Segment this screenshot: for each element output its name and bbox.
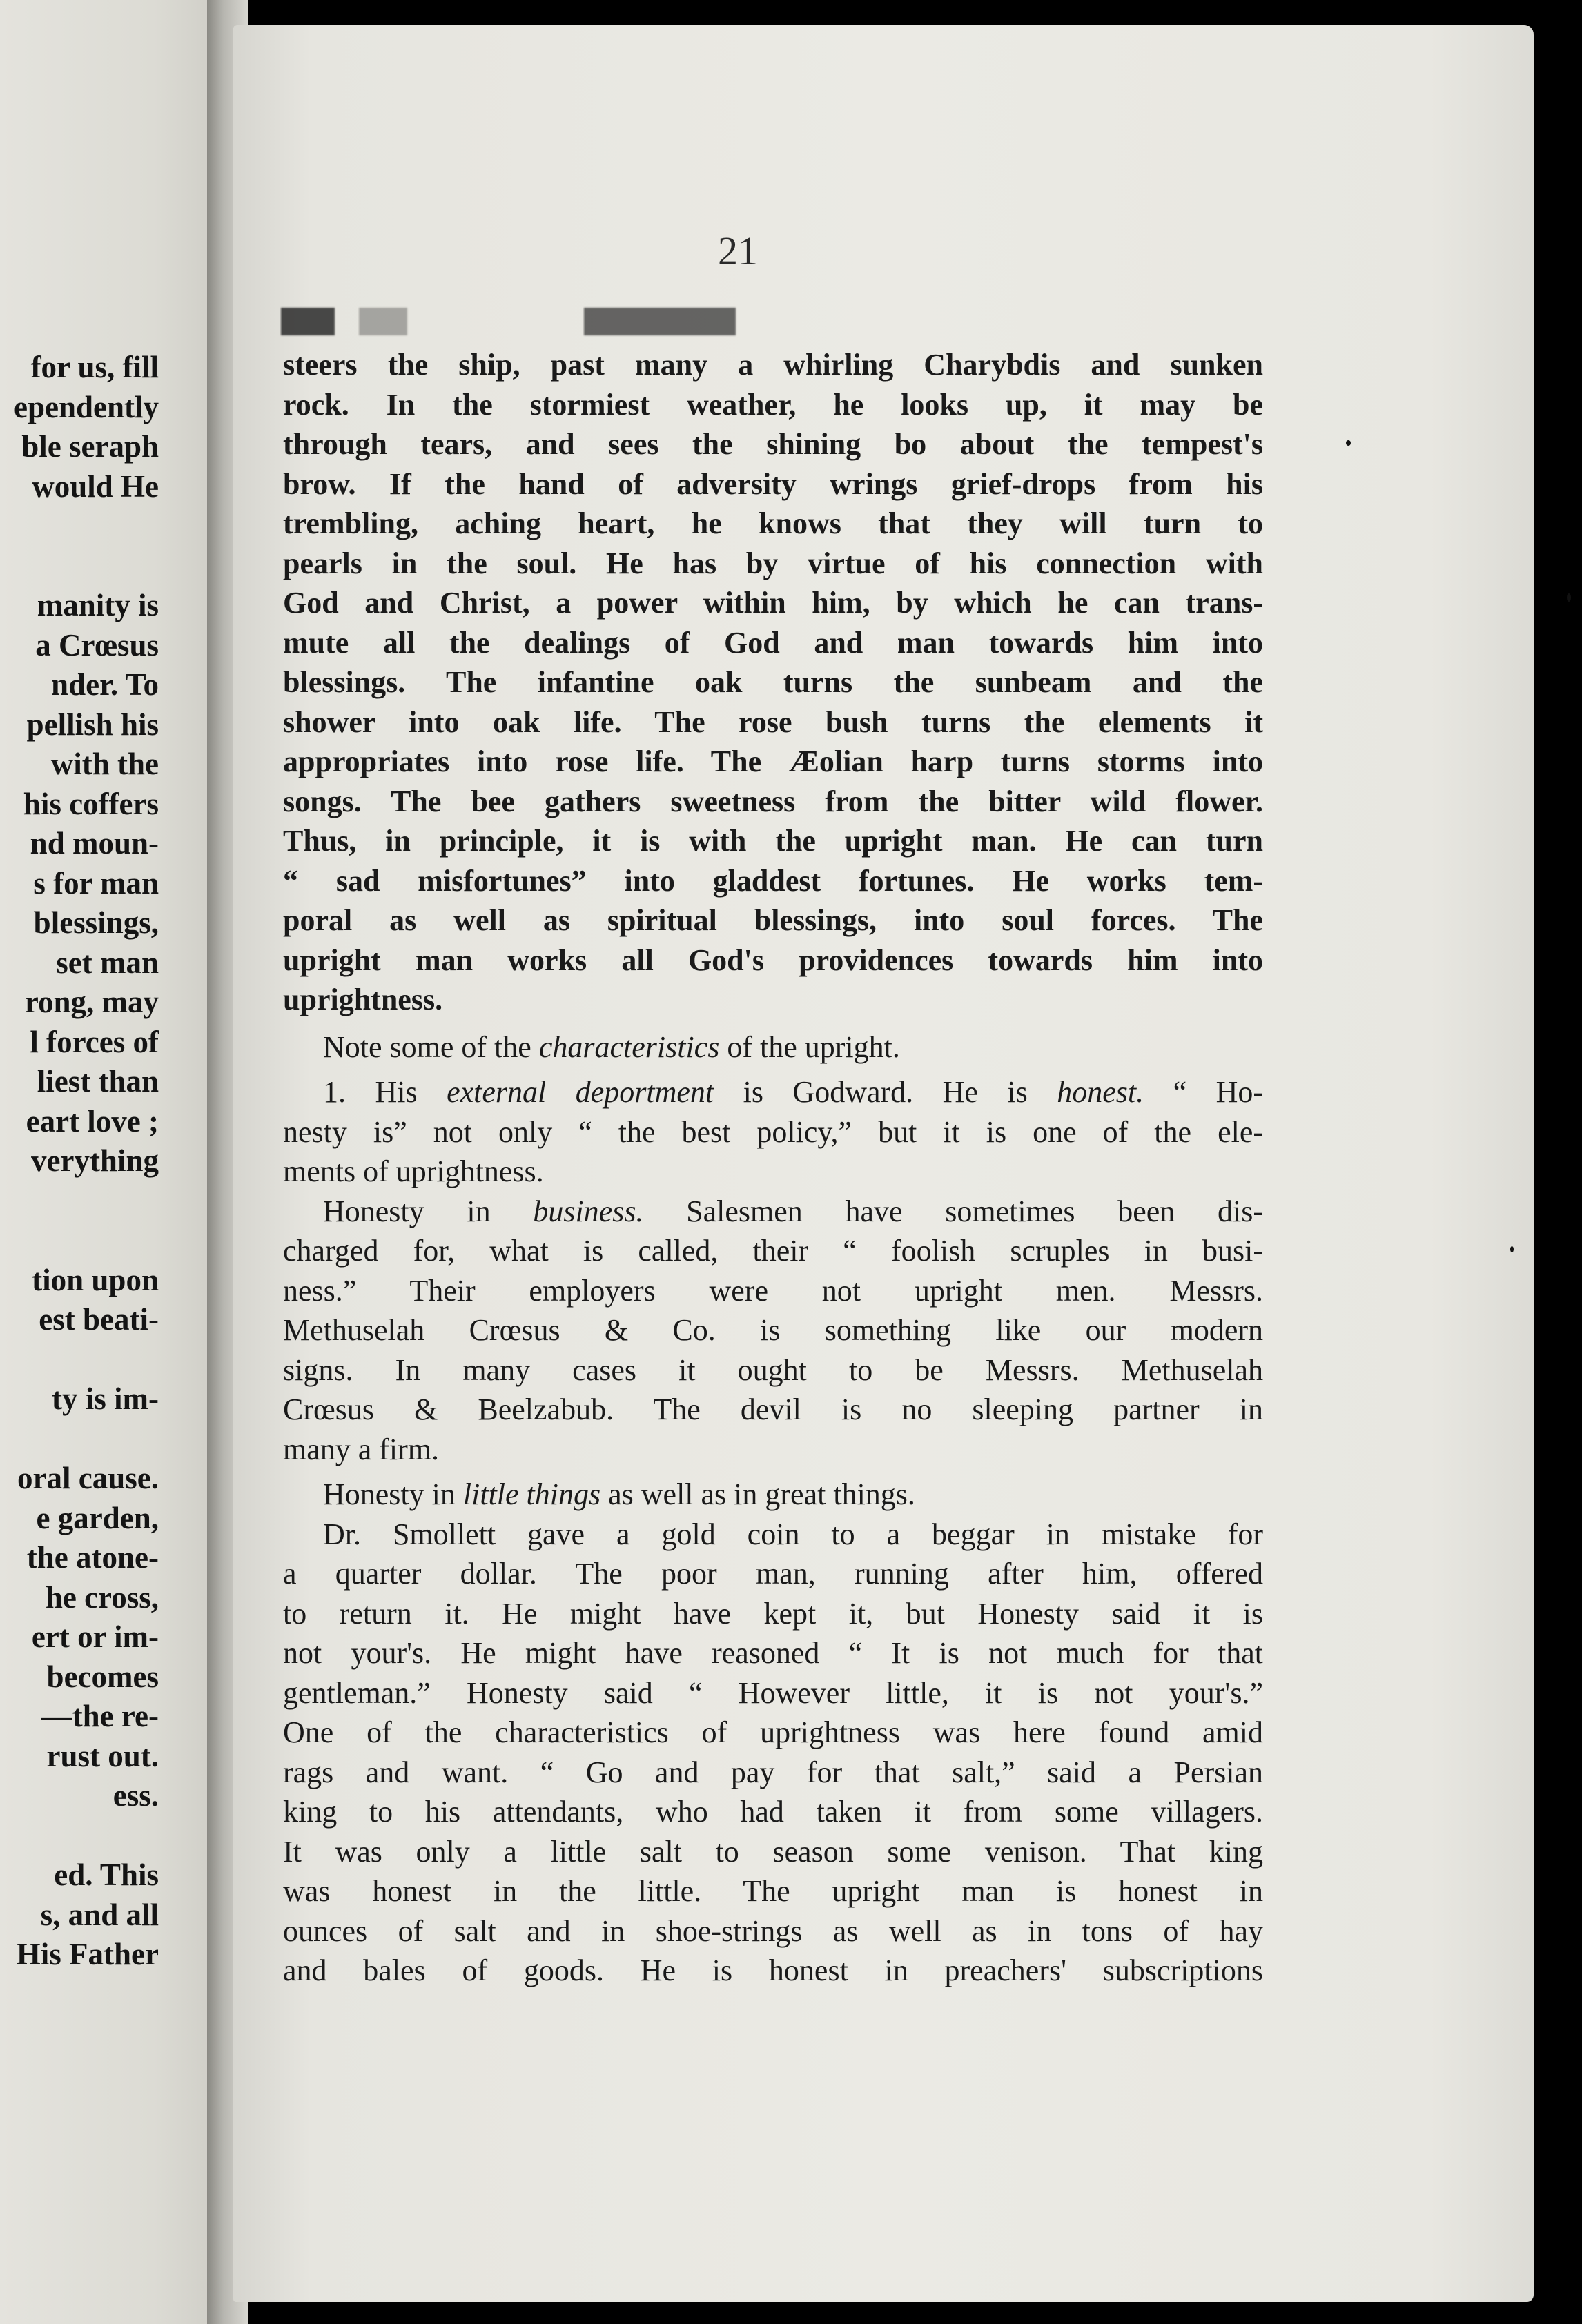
body-line: upright man works all God's providences towards him into	[283, 943, 1263, 977]
body-line: It was only a little salt to season some venison. That king	[283, 1834, 1263, 1869]
point-1-line-1: 1. His external deportment is Godward. He is honest. “ Ho-	[323, 1075, 1264, 1109]
business-line-1: Honesty in business. Salesmen have sometimes been dis-	[323, 1194, 1263, 1228]
body-line: mute all the dealings of God and man towards him into	[283, 625, 1263, 660]
body-line: God and Christ, a power within him, by which he can trans-	[283, 586, 1263, 620]
left-page-line: s for man	[33, 865, 159, 900]
little-things-line: Honesty in little things as well as in great things.	[323, 1477, 915, 1511]
body-line: pearls in the soul. He has by virtue of his connection with	[283, 546, 1263, 580]
left-page-line: with the	[50, 747, 159, 781]
left-page-line	[0, 1419, 159, 1459]
left-page-line: for us, fill	[30, 350, 159, 384]
left-page-line	[0, 1340, 159, 1380]
note-line: Note some of the characteristics of the upright.	[323, 1030, 900, 1064]
left-page-line: ty is im-	[52, 1381, 159, 1416]
body-line: blessings. The infantine oak turns the sunbeam and the	[283, 665, 1263, 699]
point-1-line-2: nesty is” not only “ the best policy,” but it is one of the ele-	[283, 1114, 1263, 1149]
body-line: poral as well as spiritual blessings, into soul forces. The	[283, 903, 1263, 937]
left-page-line: pellish his	[26, 707, 159, 742]
body-line: ness.” Their employers were not upright men. Messrs.	[283, 1273, 1263, 1308]
paragraph-smollett	[283, 1515, 1263, 1991]
left-page-line: s, and all	[40, 1897, 159, 1932]
left-page-line	[0, 506, 159, 546]
left-page-line: tion upon	[32, 1262, 159, 1297]
ink-speck	[1567, 593, 1571, 602]
left-page-line: ess.	[113, 1778, 159, 1813]
left-page-line: manity is	[37, 588, 159, 622]
body-line: charged for, what is called, their “ foolish scruples in busi-	[283, 1234, 1263, 1268]
left-page-line: set man	[56, 945, 159, 980]
body-line: One of the characteristics of uprightness was here found amid	[283, 1715, 1263, 1749]
left-page-line: liest than	[37, 1064, 159, 1099]
left-page-line: ert or im-	[31, 1619, 159, 1654]
body-line: appropriates into rose life. The Æolian harp turns storms into	[283, 745, 1263, 778]
left-page-line: nder. To	[51, 667, 159, 702]
left-page-line: would He	[32, 469, 159, 504]
ink-smudge	[584, 308, 736, 335]
left-page-line: rong, may	[24, 985, 159, 1019]
page-number: 21	[718, 228, 758, 273]
left-page-text	[0, 348, 159, 1975]
body-line: through tears, and sees the shining bo about the tempest's	[283, 427, 1263, 461]
body-line: king to his attendants, who had taken it from some villagers.	[283, 1795, 1263, 1829]
left-page-line	[0, 1181, 159, 1221]
left-page-line: est beati-	[39, 1302, 159, 1337]
body-line: gentleman.” Honesty said “ However little, it is not your's.”	[283, 1675, 1263, 1710]
left-page-line: l forces of	[30, 1024, 159, 1059]
ink-speck	[1346, 440, 1351, 446]
left-page-line: His Father	[16, 1937, 159, 1971]
left-page-line: blessings,	[33, 905, 159, 940]
ink-smudge	[359, 308, 407, 335]
body-line: a quarter dollar. The poor man, running after him, offered	[283, 1557, 1263, 1591]
body-text	[283, 345, 1263, 1991]
body-line: ounces of salt and in shoe-strings as well as in tons of hay	[283, 1913, 1263, 1948]
body-line: Dr. Smollett gave a gold coin to a beggar in mistake for	[323, 1517, 1263, 1551]
paragraph-upright-man	[283, 345, 1263, 1020]
left-page-line: verything	[31, 1143, 159, 1178]
body-line: shower into oak life. The rose bush turns the elements it	[283, 705, 1263, 739]
left-page-line: e garden,	[36, 1500, 159, 1535]
body-line: many a firm.	[283, 1432, 440, 1466]
ink-smudge	[281, 308, 335, 335]
body-line: to return it. He might have kept it, but Honesty said it is	[283, 1596, 1263, 1631]
left-page-line	[0, 546, 159, 587]
body-line: rags and want. “ Go and pay for that salt,” said a Persian	[283, 1755, 1263, 1789]
body-line: trembling, aching heart, he knows that they will turn to	[283, 506, 1263, 540]
body-line: brow. If the hand of adversity wrings grief-drops from his	[283, 466, 1263, 501]
body-line: Crœsus & Beelzabub. The devil is no sleeping partner in	[283, 1392, 1263, 1426]
body-line: steers the ship, past many a whirling Charybdis and sunken	[283, 348, 1263, 382]
left-page	[0, 0, 219, 2324]
left-page-line: a Crœsus	[35, 627, 159, 662]
paragraph-business	[283, 1231, 1263, 1469]
left-page-line: becomes	[46, 1659, 159, 1694]
left-page-line: oral cause.	[17, 1461, 159, 1495]
body-line: and bales of goods. He is honest in preachers' subscriptions	[283, 1953, 1263, 1987]
ink-speck	[1510, 1246, 1514, 1252]
left-page-line: —the re-	[41, 1699, 159, 1733]
body-line: “ sad misfortunes” into gladdest fortunes. He works tem-	[283, 863, 1263, 898]
body-line: was honest in the little. The upright man is honest in	[283, 1874, 1263, 1908]
body-line: rock. In the stormiest weather, he looks up, it may be	[283, 387, 1263, 422]
body-line: Methuselah Crœsus & Co. is something like our modern	[283, 1313, 1263, 1347]
body-line: uprightness.	[283, 983, 443, 1016]
body-line: signs. In many cases it ought to be Messrs. Methuselah	[283, 1352, 1263, 1387]
left-page-line: ed. This	[54, 1858, 159, 1892]
left-page-line: ble seraph	[21, 429, 159, 464]
left-page-line	[0, 1221, 159, 1261]
left-page-line: his coffers	[23, 786, 159, 821]
left-page-line: rust out.	[46, 1738, 159, 1773]
point-1-line-3: ments of uprightness.	[283, 1154, 544, 1188]
left-page-line	[0, 1816, 159, 1856]
left-page-line: eart love ;	[26, 1103, 159, 1139]
left-page-line: he cross,	[45, 1579, 159, 1615]
body-line: not your's. He might have reasoned “ It is not much for that	[283, 1636, 1263, 1670]
left-page-line: the atone-	[26, 1540, 159, 1575]
body-line: Thus, in principle, it is with the upright man. He can turn	[283, 824, 1263, 858]
left-page-line: ependently	[13, 389, 159, 424]
body-line: songs. The bee gathers sweetness from the bitter wild flower.	[283, 784, 1263, 818]
left-page-line: nd moun-	[30, 826, 159, 860]
